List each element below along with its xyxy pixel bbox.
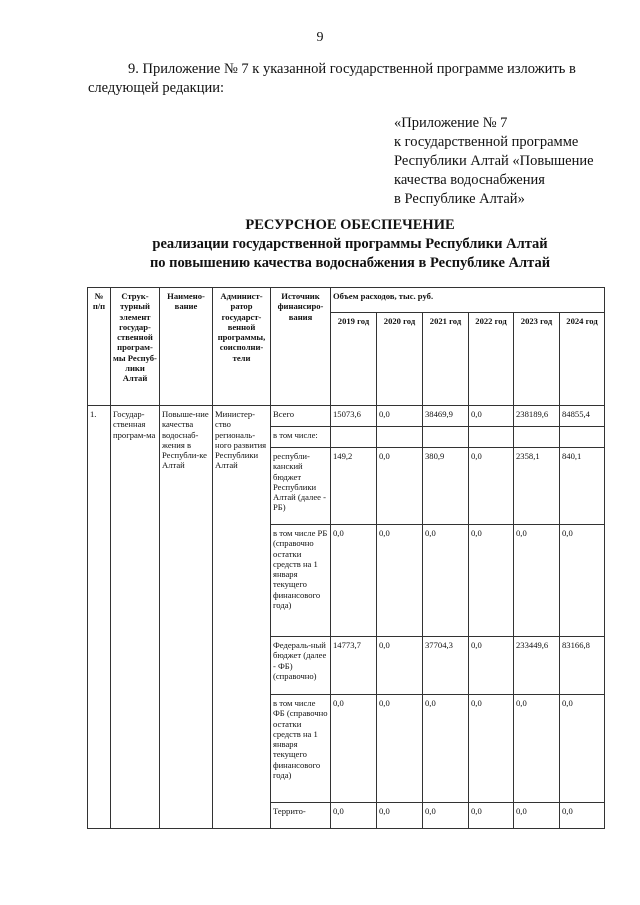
value-cell: 0,0 <box>331 695 377 803</box>
value-cell: 0,0 <box>423 803 469 829</box>
value-cell: 14773,7 <box>331 637 377 695</box>
value-cell: 0,0 <box>514 803 560 829</box>
source-label: в том числе РБ (справочно остатки средств на 1 января текущего финансового года) <box>271 525 331 637</box>
appendix-line: к государственной программе <box>394 134 579 150</box>
page-number: 9 <box>316 30 324 45</box>
value-cell: 0,0 <box>514 525 560 637</box>
value-cell: 0,0 <box>331 525 377 637</box>
header-year: 2022 год <box>469 313 514 406</box>
value-cell: 233449,6 <box>514 637 560 695</box>
value-cell: 238189,6 <box>514 406 560 427</box>
header-year: 2020 год <box>377 313 423 406</box>
value-cell: 84855,4 <box>560 406 605 427</box>
row-admin: Министер-ство региональ-ного развития Республики Алтай <box>213 406 271 829</box>
value-cell: 0,0 <box>331 803 377 829</box>
value-cell <box>560 427 605 448</box>
value-cell: 83166,8 <box>560 637 605 695</box>
value-cell: 0,0 <box>423 695 469 803</box>
value-cell: 149,2 <box>331 448 377 525</box>
intro-line-2: следующей редакции: <box>88 80 225 96</box>
value-cell <box>469 427 514 448</box>
value-cell: 0,0 <box>469 448 514 525</box>
table-row <box>88 406 605 427</box>
value-cell: 0,0 <box>469 525 514 637</box>
appendix-line: Республики Алтай «Повышение <box>394 153 594 169</box>
intro-line-1: 9. Приложение № 7 к указанной государственной программе изложить в <box>128 61 576 77</box>
title-line: реализации государственной программы Республики Алтай <box>152 236 548 252</box>
value-cell: 0,0 <box>560 525 605 637</box>
appendix-reference <box>394 114 624 209</box>
row-element: Государ-ственная програм-ма <box>111 406 160 829</box>
header-year: 2023 год <box>514 313 560 406</box>
value-cell <box>423 427 469 448</box>
value-cell <box>514 427 560 448</box>
title-line: по повышению качества водоснабжения в Республике Алтай <box>149 255 551 271</box>
value-cell <box>377 427 423 448</box>
value-cell: 0,0 <box>469 695 514 803</box>
header-source: Источник финансиро-вания <box>271 288 331 406</box>
value-cell: 0,0 <box>560 803 605 829</box>
source-label: Всего <box>271 406 331 427</box>
source-label: республи-канский бюджет Республики Алтай (далее - РБ) <box>271 448 331 525</box>
value-cell: 0,0 <box>469 406 514 427</box>
value-cell: 380,9 <box>423 448 469 525</box>
row-name: Повыше-ние качества водоснаб-жения в Республи-ке Алтай <box>160 406 213 829</box>
header-year: 2019 год <box>331 313 377 406</box>
value-cell: 0,0 <box>377 406 423 427</box>
header-num: № п/п <box>88 288 111 406</box>
document-title <box>88 216 612 273</box>
value-cell: 2358,1 <box>514 448 560 525</box>
header-volume: Объем расходов, тыс. руб. <box>331 288 605 313</box>
appendix-line: в Республике Алтай» <box>394 191 525 207</box>
header-element: Струк-турный элемент государ-ственной програм-мы Респуб-лики Алтай <box>111 288 160 406</box>
source-label: в том числе ФБ (справочно остатки средств на 1 января текущего финансового года) <box>271 695 331 803</box>
value-cell: 0,0 <box>560 695 605 803</box>
value-cell: 38469,9 <box>423 406 469 427</box>
title-line: РЕСУРСНОЕ ОБЕСПЕЧЕНИЕ <box>245 217 455 233</box>
value-cell: 0,0 <box>469 637 514 695</box>
appendix-line: «Приложение № 7 <box>394 115 508 131</box>
value-cell: 0,0 <box>377 803 423 829</box>
source-label: Террито- <box>271 803 331 829</box>
value-cell: 840,1 <box>560 448 605 525</box>
value-cell: 0,0 <box>423 525 469 637</box>
header-row <box>88 288 605 313</box>
intro-paragraph <box>88 60 612 98</box>
value-cell: 0,0 <box>377 525 423 637</box>
value-cell: 15073,6 <box>331 406 377 427</box>
row-num: 1. <box>88 406 111 829</box>
header-year: 2021 год <box>423 313 469 406</box>
value-cell: 0,0 <box>469 803 514 829</box>
appendix-line: качества водоснабжения <box>394 172 545 188</box>
value-cell: 0,0 <box>514 695 560 803</box>
header-year: 2024 год <box>560 313 605 406</box>
resource-table <box>87 287 605 829</box>
value-cell: 0,0 <box>377 637 423 695</box>
value-cell: 0,0 <box>377 448 423 525</box>
value-cell <box>331 427 377 448</box>
header-name: Наимено-вание <box>160 288 213 406</box>
value-cell: 0,0 <box>377 695 423 803</box>
source-label: Федераль-ный бюджет (далее - ФБ) (справочно) <box>271 637 331 695</box>
header-admin: Админист-ратор государст-венной программы, соисполни-тели <box>213 288 271 406</box>
value-cell: 37704,3 <box>423 637 469 695</box>
source-label: в том числе: <box>271 427 331 448</box>
